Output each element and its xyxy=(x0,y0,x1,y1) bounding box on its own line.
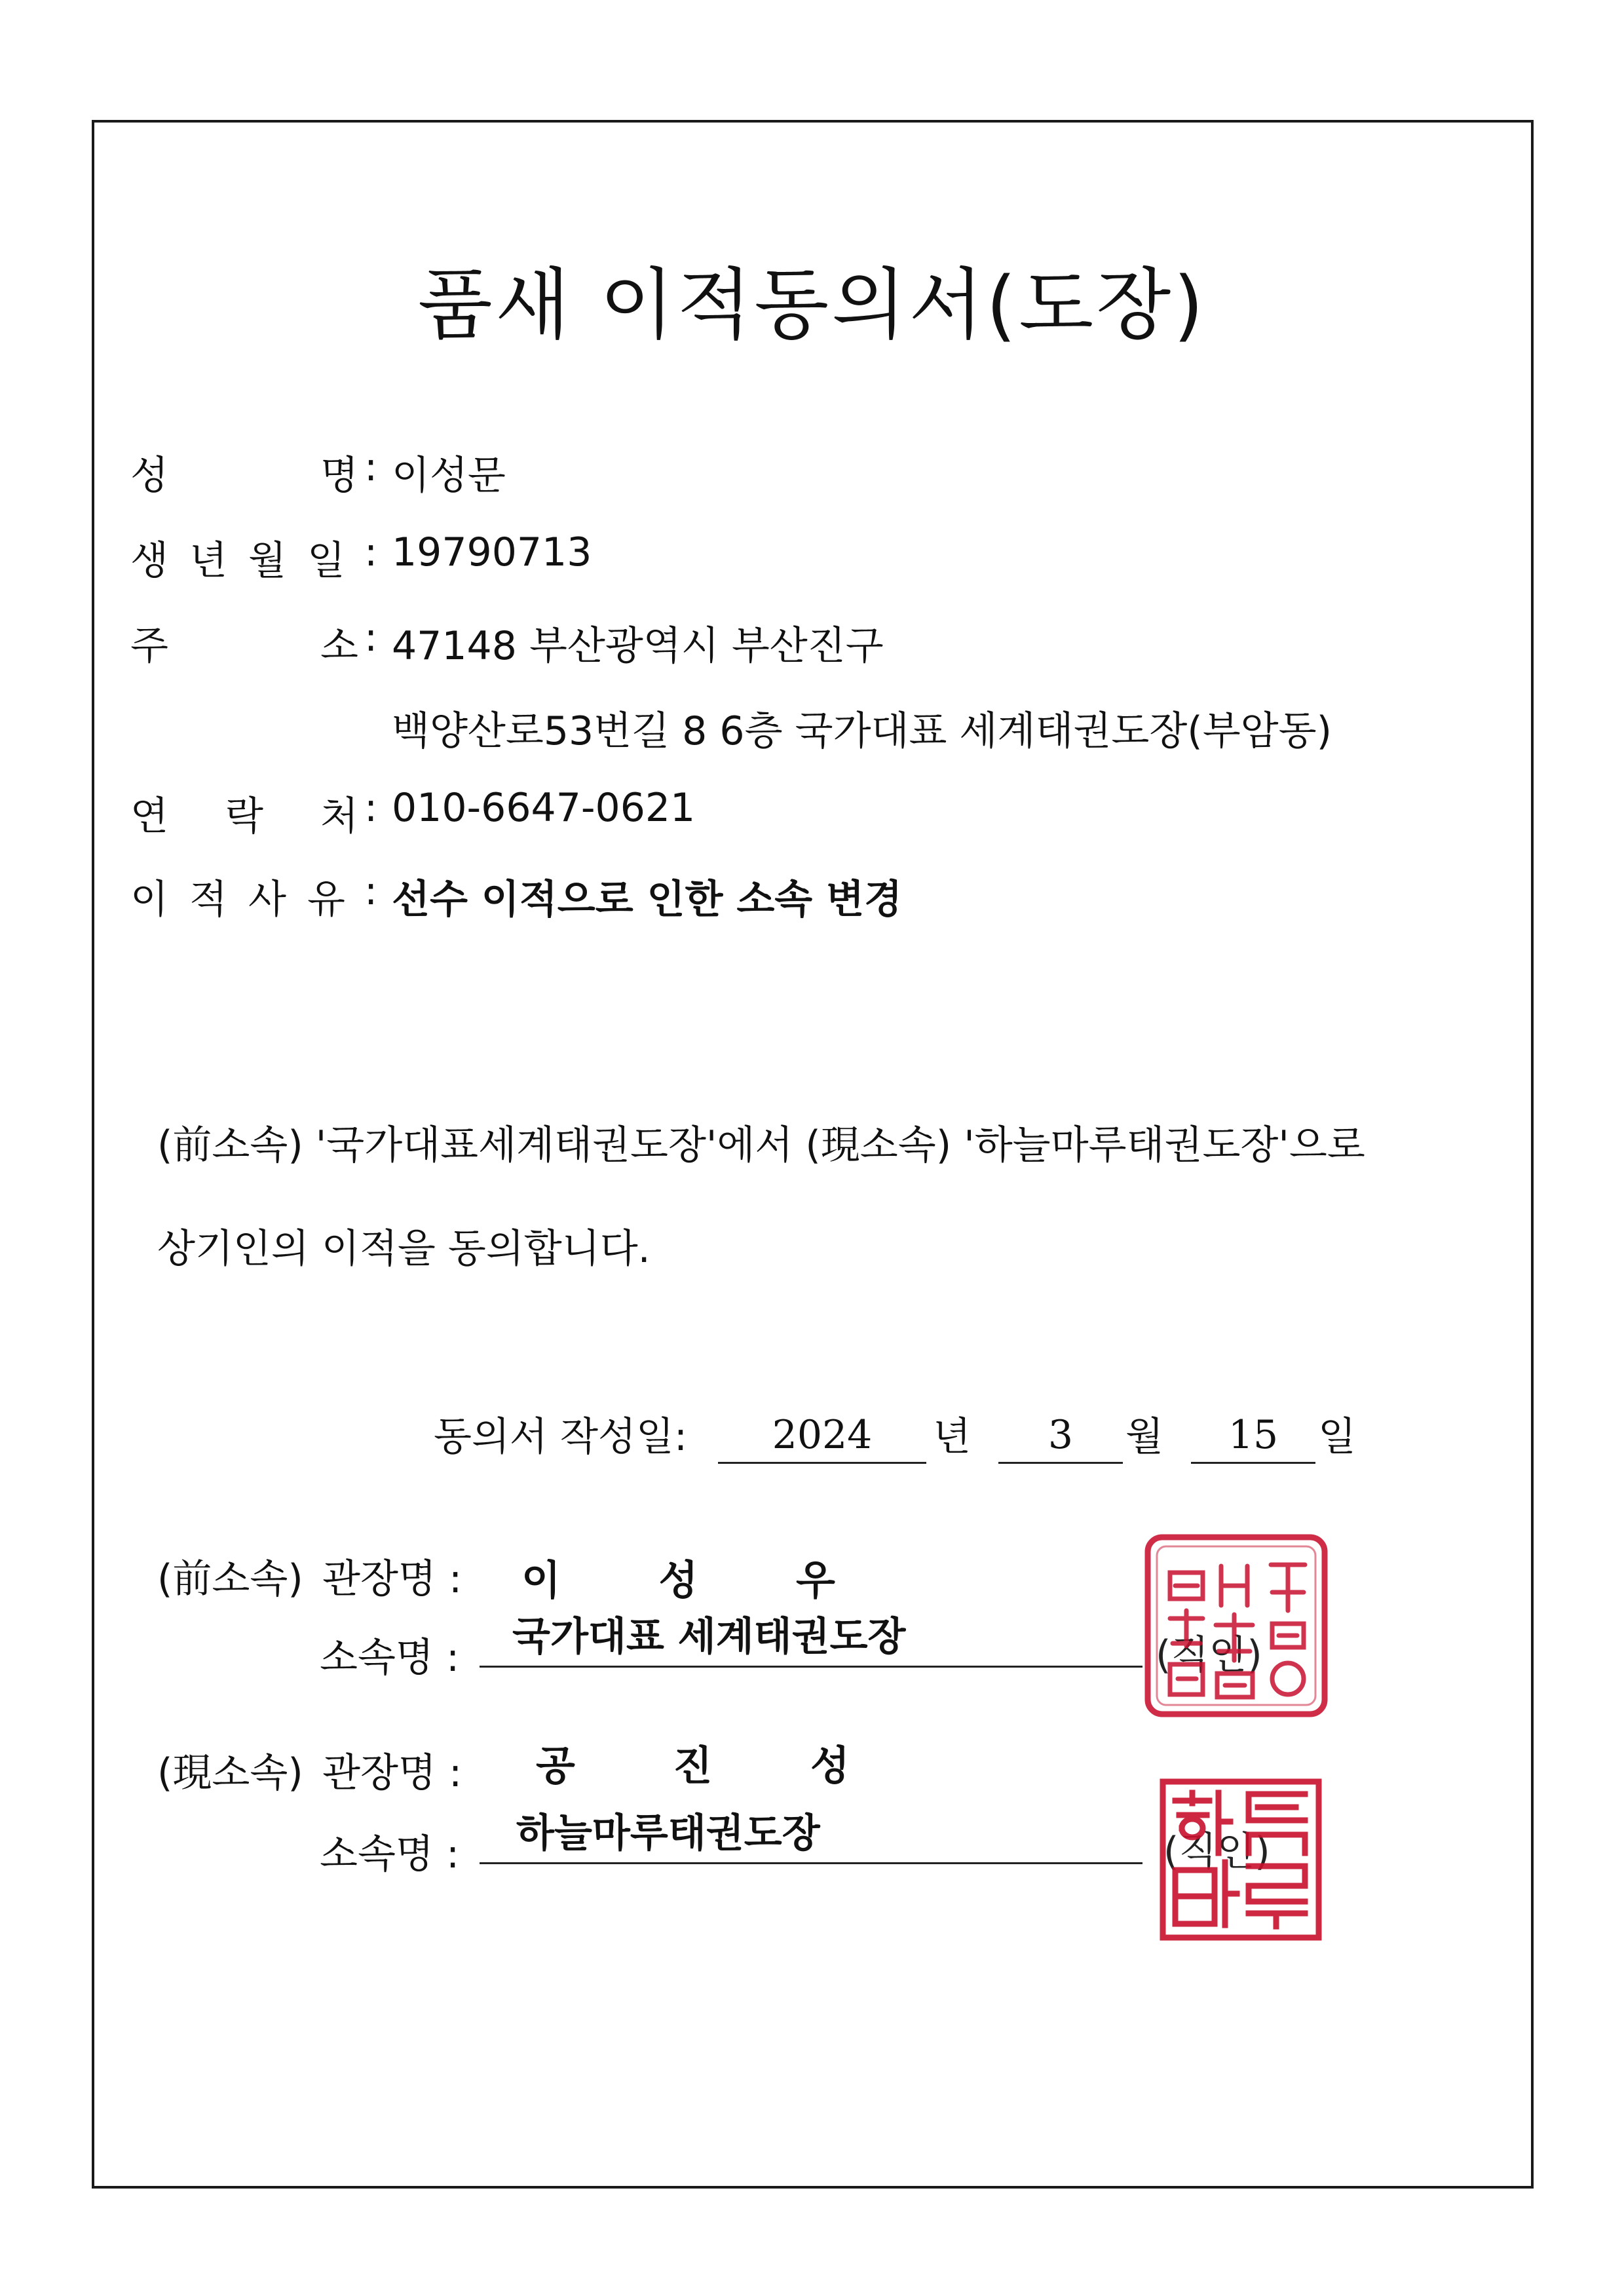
current-head-name: 공 진 성 xyxy=(536,1742,892,1789)
contact-label-char: 연 xyxy=(130,794,168,839)
birth-value: 19790713 xyxy=(392,529,592,575)
date-month-field xyxy=(998,1399,1123,1464)
birth-label-char: 일 xyxy=(307,538,345,584)
address-label-char: 소 xyxy=(320,623,358,669)
document-title: 품새 이적동의서(도장) xyxy=(417,259,1207,350)
current-seal-note: (직인) xyxy=(1163,1829,1270,1875)
name-label-char: 성 xyxy=(130,453,168,499)
current-org-line xyxy=(480,1810,1142,1864)
reason-label-char: 유 xyxy=(307,877,345,923)
date-year-value: 2024 xyxy=(772,1412,873,1458)
birth-label-char: 생 xyxy=(130,538,168,584)
contact-colon: : xyxy=(364,785,378,831)
contact-label xyxy=(130,785,359,841)
name-colon: : xyxy=(364,444,378,490)
previous-org-name: 국가대표 세계태권도장 xyxy=(512,1614,906,1660)
contact-value: 010-6647-0621 xyxy=(392,785,696,831)
reason-value: 선수 이적으로 인한 소속 변경 xyxy=(392,877,903,923)
previous-prefix: (前소속) xyxy=(157,1556,303,1602)
birth-label xyxy=(130,529,346,586)
address-value-line2: 백양산로53번길 8 6층 국가대표 세계태권도장(부암동) xyxy=(392,708,1332,754)
date-day-value: 15 xyxy=(1228,1412,1279,1458)
date-year-field xyxy=(718,1399,926,1464)
previous-seal-note: (직인) xyxy=(1156,1632,1262,1678)
reason-label-char: 사 xyxy=(248,877,286,923)
address-label xyxy=(130,615,359,671)
current-prefix: (現소속) xyxy=(157,1750,303,1796)
contact-label-char: 락 xyxy=(225,794,263,839)
reason-label-char: 이 xyxy=(130,877,168,923)
birth-label-char: 년 xyxy=(189,538,227,584)
previous-head-name: 이 성 우 xyxy=(521,1556,877,1604)
birth-label-char: 월 xyxy=(248,538,286,584)
previous-seal-stamp xyxy=(1144,1533,1329,1718)
address-colon: : xyxy=(364,615,378,660)
date-day-unit: 일 xyxy=(1318,1414,1356,1460)
birth-colon: : xyxy=(364,529,378,575)
current-org-name: 하늘마루태권도장 xyxy=(516,1810,820,1856)
reason-colon: : xyxy=(364,868,378,914)
statement-line1: (前소속) '국가대표세계태권도장'에서 (現소속) '하늘마루태권도장'으로 xyxy=(157,1122,1365,1168)
reason-label-char: 적 xyxy=(189,877,227,923)
address-label-char: 주 xyxy=(130,623,168,669)
contact-label-char: 처 xyxy=(320,794,358,839)
name-value: 이성문 xyxy=(392,453,506,499)
address-value-line1: 47148 부산광역시 부산진구 xyxy=(392,623,884,669)
reason-label xyxy=(130,868,346,925)
date-year-unit: 년 xyxy=(933,1414,971,1460)
previous-org-line xyxy=(480,1613,1142,1668)
name-label-char: 명 xyxy=(320,453,358,499)
current-org-label: 소속명 : xyxy=(320,1831,460,1877)
statement-line2: 상기인의 이적을 동의합니다. xyxy=(157,1226,651,1272)
current-seal-stamp xyxy=(1160,1778,1322,1941)
date-day-field xyxy=(1191,1399,1315,1464)
previous-head-label: 관장명 : xyxy=(322,1556,463,1602)
date-month-value: 3 xyxy=(1048,1412,1074,1458)
date-month-unit: 월 xyxy=(1125,1414,1163,1460)
name-label xyxy=(130,444,359,501)
current-head-label: 관장명 : xyxy=(322,1750,463,1796)
date-label: 동의서 작성일: xyxy=(434,1414,688,1460)
previous-org-label: 소속명 : xyxy=(320,1635,460,1681)
